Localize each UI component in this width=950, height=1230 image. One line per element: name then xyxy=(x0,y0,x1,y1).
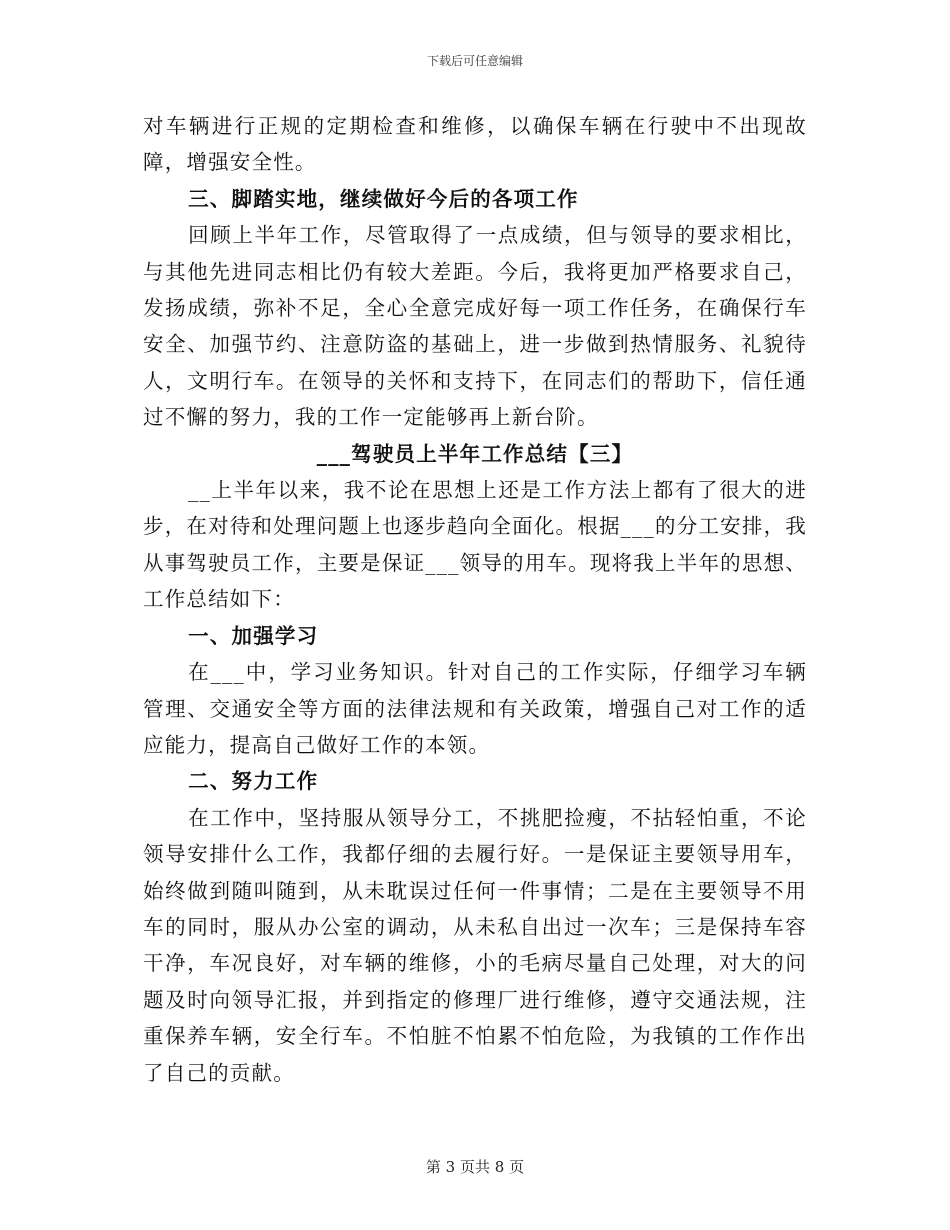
paragraph: 对车辆进行正规的定期检查和维修，以确保车辆在行驶中不出现故障，增强安全性。 xyxy=(143,114,807,175)
document-body xyxy=(143,108,807,1091)
document-section-title: ___驾驶员上半年工作总结【三】 xyxy=(316,441,634,466)
paragraph: 回顾上半年工作，尽管取得了一点成绩，但与领导的要求相比，与其他先进同志相比仍有较大差距。今后，我将更加严格要求自己，发扬成绩，弥补不足，全心全意完成好每一项工作任务，在确保行车安全、加强节约、注意防盗的基础上，进一步做到热情服务、礼貌待人，文明行车。在领导的关怀和支持下，在同志们的帮助下，信任通过不懈的努力，我的工作一定能够再上新台阶。 xyxy=(143,223,807,430)
page-footer: 第 3 页共 8 页 xyxy=(425,1158,525,1176)
page-header: 下载后可任意编辑 xyxy=(426,54,523,68)
paragraph: 在___中，学习业务知识。针对自己的工作实际，仔细学习车辆管理、交通安全等方面的法律法规和有关政策，增强自己对工作的适应能力，提高自己做好工作的本领。 xyxy=(143,660,807,757)
paragraph: __上半年以来，我不论在思想上还是工作方法上都有了很大的进步，在对待和处理问题上也逐步趋向全面化。根据___的分工安排，我从事驾驶员工作，主要是保证___领导的用车。现将我上半年的思想、工作总结如下： xyxy=(143,478,807,612)
paragraph: 在工作中，坚持服从领导分工，不挑肥捡瘦，不拈轻怕重，不论领导安排什么工作，我都仔细的去履行好。一是保证主要领导用车，始终做到随叫随到，从未耽误过任何一件事情；二是在主要领导不用车的同时，服从办公室的调动，从未私自出过一次车；三是保持车容干净，车况良好，对车辆的维修，小的毛病尽量自己处理，对大的问题及时向领导汇报，并到指定的修理厂进行维修，遵守交通法规，注重保养车辆，安全行车。不怕脏不怕累不怕危险，为我镇的工作作出了自己的贡献。 xyxy=(143,805,807,1085)
section-heading: 二、努力工作 xyxy=(188,769,319,794)
section-heading: 一、加强学习 xyxy=(188,623,319,648)
section-heading: 三、脚踏实地，继续做好今后的各项工作 xyxy=(188,186,579,211)
